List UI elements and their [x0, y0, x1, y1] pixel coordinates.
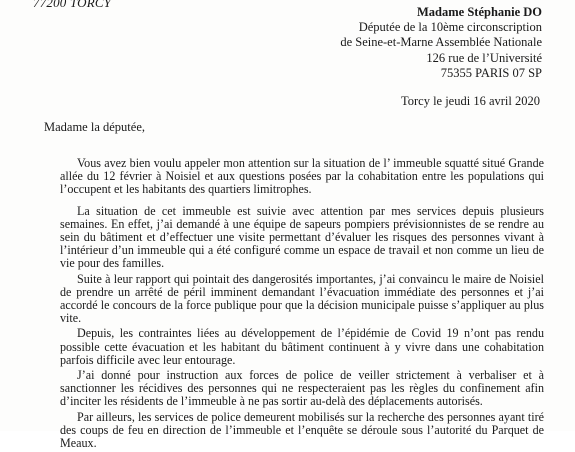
recipient-address-block	[340, 5, 542, 81]
salutation: Madame la députée,	[44, 120, 145, 134]
body-paragraph: Suite à leur rapport qui pointait des dangerosités importantes, j’ai convaincu le maire de Noisiel de prendre un arrêté de péril imminent demandant l’évacuation immédiate des personnes et j’ai accordé le concours de la force publique pour que la décision municipale puisse s’appliquer au plus vite.	[60, 271, 544, 326]
recipient-line: de Seine-et-Marne Assemblée Nationale	[340, 35, 542, 50]
body-paragraph: Vous avez bien voulu appeler mon attention sur la situation de l’ immeuble squatté situé Grande allée du 12 février à Noisiel et aux questions posées par la cohabitation entre les populations qui l’occupent et les habitants des quartiers limitrophes.	[60, 156, 544, 197]
sender-city: 77200 TORCY	[33, 0, 112, 10]
letter-date: Torcy le jeudi 16 avril 2020	[400, 94, 540, 108]
recipient-name: Madame Stéphanie DO	[417, 5, 542, 19]
body-paragraph: La situation de cet immeuble est suivie avec attention par mes services depuis plusieurs semaines. En effet, j’ai demandé à une équipe de sapeurs pompiers prévisionnistes de se rendre au sein du bâtiment et d’effectuer une visite permettant d’évaluer les risques des personnes vivant à l’intérieur d’un immeuble qui a été configuré comme un espace de travail et non comme un lieu de vie pour des familles.	[60, 203, 544, 271]
body-paragraph: Depuis, les contraintes liées au développement de l’épidémie de Covid 19 n’ont pas rendu possible cette évacuation et les habitant du bâtiment continuent à y vivre dans une cohabitation parfois difficile avec leur entourage.	[60, 326, 544, 367]
body-paragraph: J’ai donné pour instruction aux forces de police de veiller strictement à verbaliser et à sanctionner les récidives des personnes qui ne respecteraient pas les règles du confinement afin d’inciter les résidents de l’immeuble à ne pas sortir au-delà des déplacements autorisés.	[60, 368, 544, 409]
body-paragraph: Par ailleurs, les services de police demeurent mobilisés sur la recherche des personnes ayant tiré des coups de feu en direction de l’immeuble et l’enquête se déroule sous l’autorité du Parquet de Meaux.	[60, 409, 544, 451]
recipient-line: 75355 PARIS 07 SP	[440, 65, 542, 80]
letter-body	[60, 157, 544, 452]
recipient-line: 126 rue de l’Université	[426, 50, 542, 65]
recipient-line: Députée de la 10ème circonscription	[358, 20, 542, 35]
